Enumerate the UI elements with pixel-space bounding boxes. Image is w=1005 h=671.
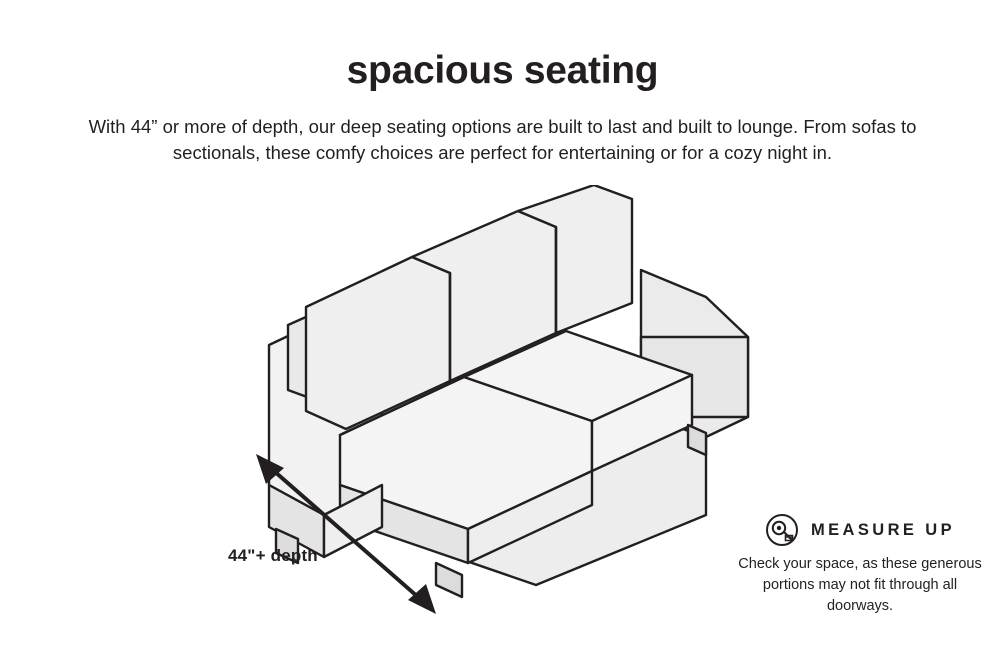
- measure-up-heading: [735, 512, 985, 548]
- measure-up-title: MEASURE UP: [810, 520, 955, 539]
- depth-dimension-label: 44"+ depth: [228, 546, 318, 565]
- page-subcopy: With 44” or more of depth, our deep seating options are built to last and built to lounge. From sofas to sectionals, these comfy choices are perfect for entertaining or for a cozy night in.: [88, 116, 917, 164]
- measure-up-block: [735, 512, 985, 617]
- measure-up-body: Check your space, as these generous portions may not fit through all doorways.: [738, 556, 982, 615]
- measure-tape-icon: [765, 513, 799, 547]
- page-title: spacious seating: [346, 49, 659, 92]
- depth-dimension-arrow: [248, 450, 458, 640]
